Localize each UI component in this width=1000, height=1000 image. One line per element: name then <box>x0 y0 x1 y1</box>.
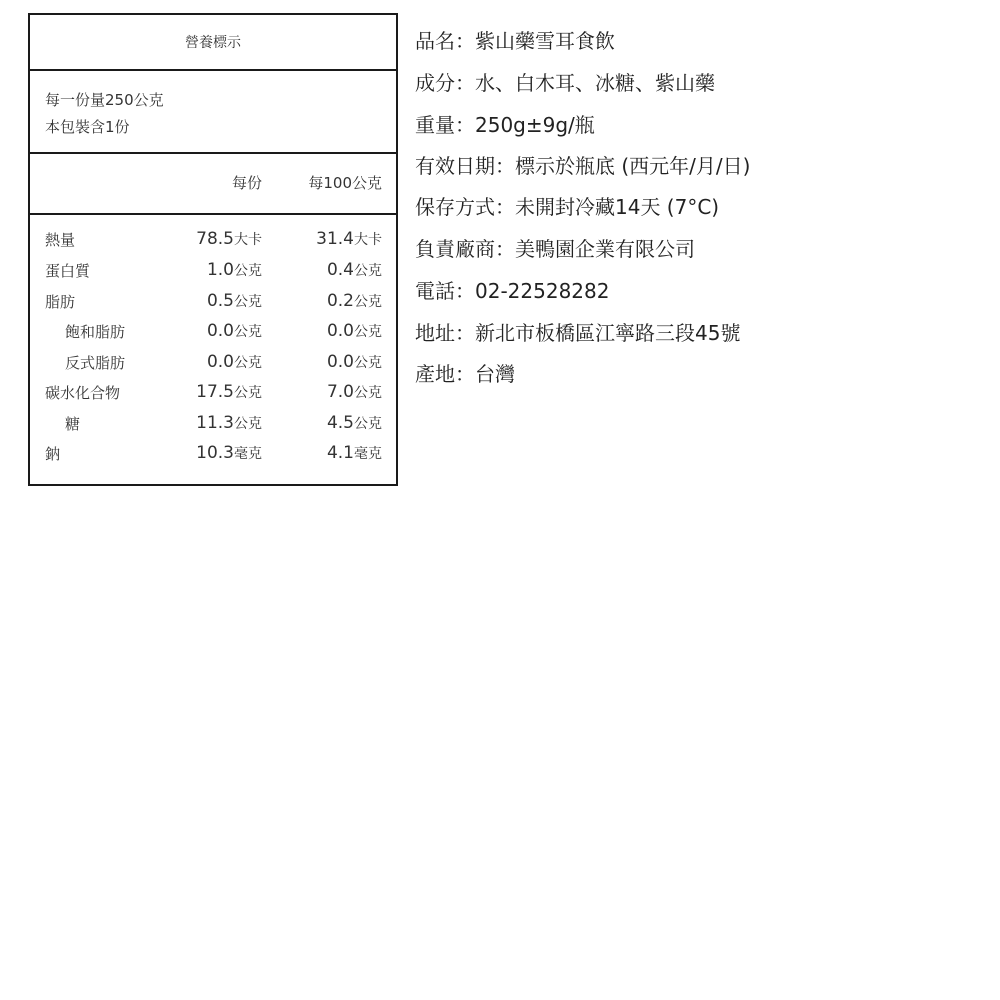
nutrient-row-sugar <box>30 413 396 444</box>
per-serving-value: 78.5大卡 <box>196 229 262 249</box>
info-value: 新北市板橋區江寧路三段45號 <box>475 321 741 345</box>
per-serving-value: 10.3毫克 <box>196 443 262 463</box>
per-serving-value: 0.5公克 <box>206 291 262 311</box>
per-100g-value: 0.0公克 <box>326 352 382 372</box>
info-label: 負責廠商 <box>415 237 495 261</box>
info-label: 電話 <box>415 279 455 303</box>
per-100g-value: 0.4公克 <box>326 260 382 280</box>
per-100g-value: 4.1毫克 <box>326 443 382 463</box>
info-value: 02-22528282 <box>475 279 610 303</box>
info-value: 250g±9g/瓶 <box>475 113 595 137</box>
storage-line <box>415 191 719 220</box>
column-header-per-serving: 每份 <box>231 174 262 192</box>
nutrient-row-trans-fat <box>30 352 396 383</box>
origin-line <box>415 358 515 387</box>
phone-line <box>415 275 609 304</box>
nutrient-name: 蛋白質 <box>45 262 91 280</box>
nutrient-name: 反式脂肪 <box>65 354 126 372</box>
info-label: 地址 <box>415 321 455 345</box>
nutrient-name: 鈉 <box>45 445 61 463</box>
info-separator: ： <box>455 279 475 303</box>
info-value: 紫山藥雪耳食飲 <box>475 29 615 53</box>
info-value: 標示於瓶底 (西元年/月/日) <box>515 154 751 178</box>
info-value: 水、白木耳、冰糖、紫山藥 <box>475 71 715 95</box>
per-serving-value: 1.0公克 <box>206 260 262 280</box>
info-separator: ： <box>495 154 515 178</box>
info-separator: ： <box>495 195 515 219</box>
nutrition-facts-table <box>28 13 398 486</box>
nutrient-name: 脂肪 <box>45 293 76 311</box>
nutrient-row-sodium <box>30 443 396 474</box>
info-separator: ： <box>455 113 475 137</box>
per-100g-value: 31.4大卡 <box>316 229 382 249</box>
nutrient-row-fat <box>30 291 396 322</box>
info-value: 未開封冷藏14天 (7°C) <box>515 195 720 219</box>
per-100g-value: 7.0公克 <box>326 382 382 402</box>
info-separator: ： <box>455 29 475 53</box>
info-separator: ： <box>455 321 475 345</box>
per-serving-value: 0.0公克 <box>206 352 262 372</box>
info-label: 成分 <box>415 71 455 95</box>
per-serving-value: 17.5公克 <box>196 382 262 402</box>
serving-divider <box>30 152 396 154</box>
info-label: 品名 <box>415 29 455 53</box>
manufacturer-line <box>415 233 695 262</box>
header-divider <box>30 213 396 215</box>
info-separator: ： <box>495 237 515 261</box>
product-name-line <box>415 25 615 54</box>
info-label: 重量 <box>415 113 455 137</box>
info-separator: ： <box>455 71 475 95</box>
info-value: 台灣 <box>475 362 515 386</box>
title-divider <box>30 69 396 71</box>
nutrient-row-protein <box>30 260 396 291</box>
ingredients-line <box>415 67 715 96</box>
info-label: 保存方式 <box>415 195 495 219</box>
info-label: 產地 <box>415 362 455 386</box>
serving-size: 每一份量250公克 <box>45 91 164 109</box>
nutrient-row-calories <box>30 229 396 260</box>
info-separator: ： <box>455 362 475 386</box>
address-line <box>415 317 740 346</box>
info-label: 有效日期 <box>415 154 495 178</box>
weight-line <box>415 109 595 138</box>
per-serving-value: 11.3公克 <box>196 413 262 433</box>
per-100g-value: 0.2公克 <box>326 291 382 311</box>
nutrient-name: 飽和脂肪 <box>65 323 126 341</box>
nutrient-row-carbohydrate <box>30 382 396 413</box>
nutrient-name: 碳水化合物 <box>45 384 121 402</box>
nutrient-name: 熱量 <box>45 231 76 249</box>
nutrition-table-title: 營養標示 <box>185 35 241 51</box>
nutrient-name: 糖 <box>65 415 81 433</box>
nutrient-row-saturated-fat <box>30 321 396 352</box>
expiry-date-line <box>415 150 750 179</box>
info-value: 美鴨園企業有限公司 <box>515 237 695 261</box>
per-100g-value: 4.5公克 <box>326 413 382 433</box>
per-serving-value: 0.0公克 <box>206 321 262 341</box>
column-header-per-100g: 每100公克 <box>308 174 382 192</box>
servings-per-package: 本包裝含1份 <box>45 118 130 136</box>
per-100g-value: 0.0公克 <box>326 321 382 341</box>
